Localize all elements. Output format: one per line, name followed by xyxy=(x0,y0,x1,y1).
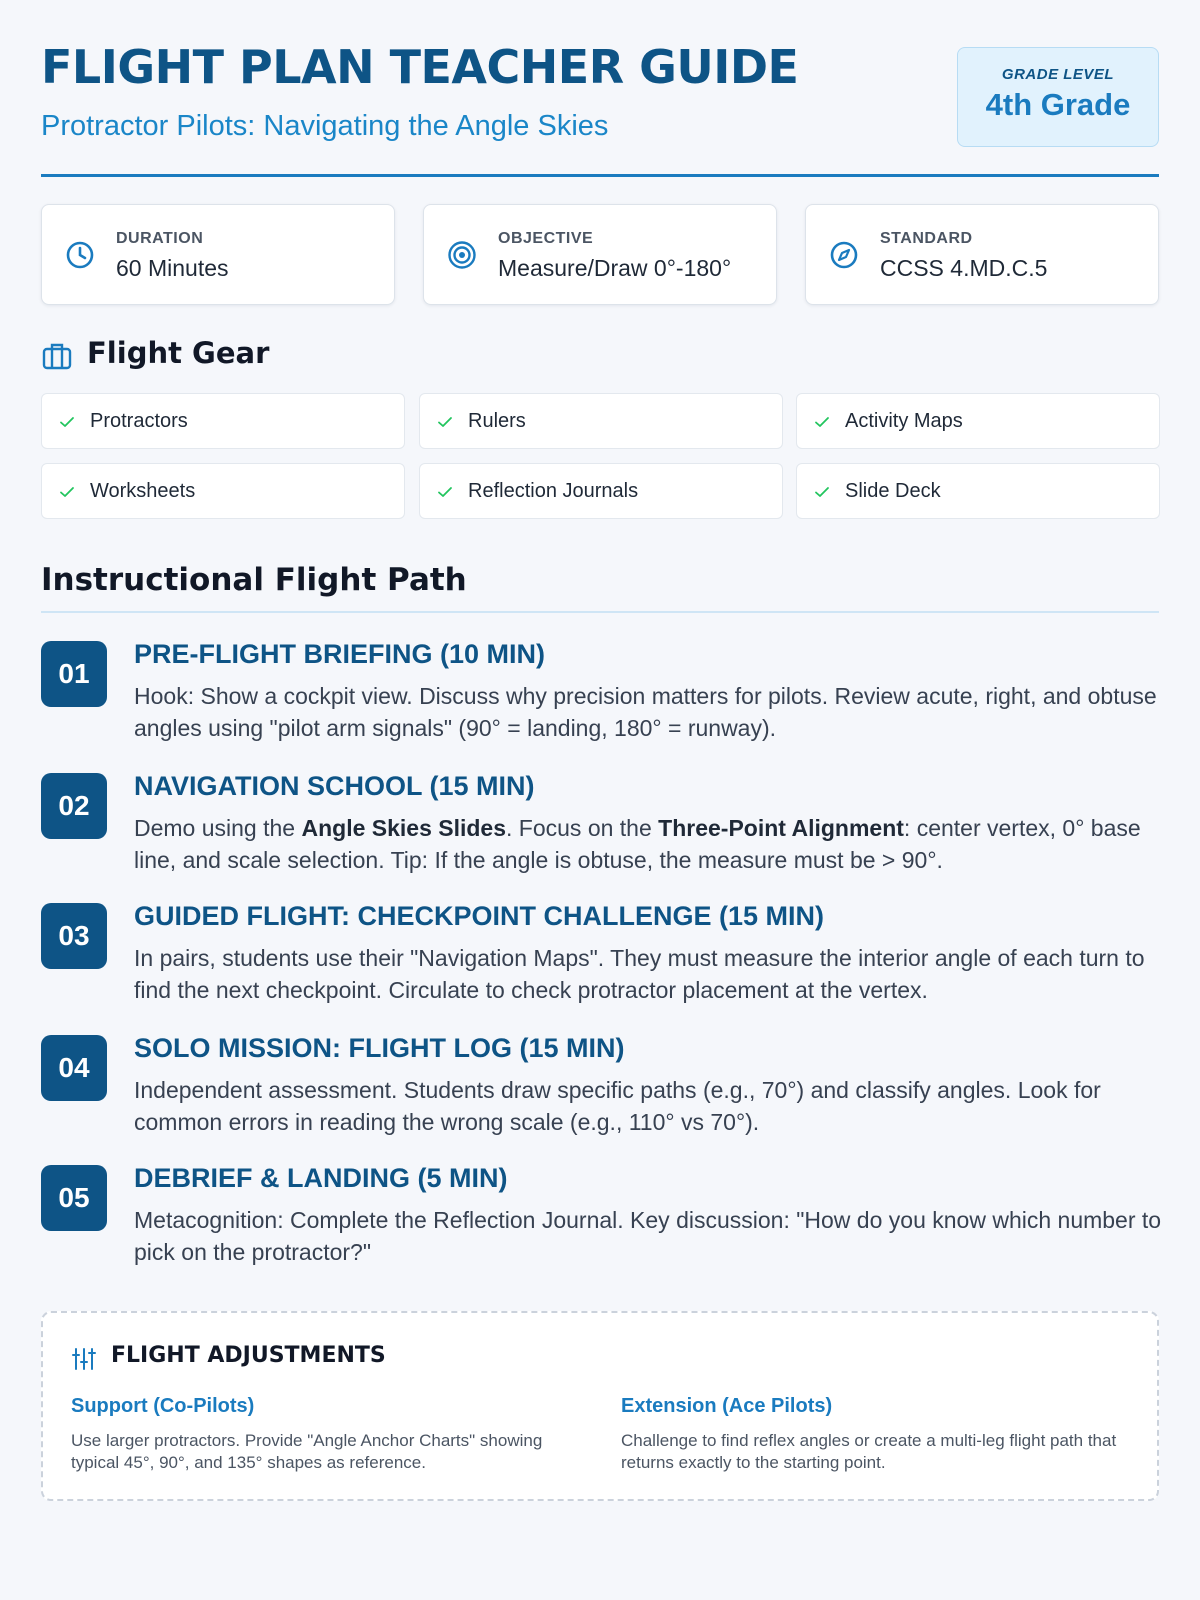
step-description xyxy=(134,812,1164,876)
checkmark-icon xyxy=(813,483,831,501)
gear-item xyxy=(41,463,405,519)
checkmark-icon xyxy=(58,413,76,431)
step-title: PRE-FLIGHT BRIEFING (10 MIN) xyxy=(134,639,545,669)
standard-value: CCSS 4.MD.C.5 xyxy=(880,255,1048,281)
grade-level-card xyxy=(957,47,1159,147)
objective-label: OBJECTIVE xyxy=(498,230,594,247)
flight-path-title: Instructional Flight Path xyxy=(41,562,467,598)
checkmark-icon xyxy=(436,483,454,501)
duration-label: DURATION xyxy=(116,230,204,247)
duration-card xyxy=(41,204,395,305)
step-title: SOLO MISSION: FLIGHT LOG (15 MIN) xyxy=(134,1033,625,1063)
lesson-info-row xyxy=(41,204,1159,305)
step-description: Metacognition: Complete the Reflection Journal. Key discussion: "How do you know which number to pick on the protractor?" xyxy=(134,1207,1162,1265)
step-title: NAVIGATION SCHOOL (15 MIN) xyxy=(134,771,535,801)
step-number-badge: 02 xyxy=(41,773,107,839)
objective-value: Measure/Draw 0°-180° xyxy=(498,255,732,281)
gear-item xyxy=(41,393,405,449)
page-title: FLIGHT PLAN TEACHER GUIDE xyxy=(41,40,799,94)
gear-item xyxy=(419,463,783,519)
gear-item-label: Rulers xyxy=(468,410,526,432)
step-description-text: . Focus on the xyxy=(506,815,659,841)
flight-gear-title: Flight Gear xyxy=(87,336,270,370)
extension-title: Extension (Ace Pilots) xyxy=(621,1395,833,1417)
step-number-badge: 01 xyxy=(41,641,107,707)
step-number-badge: 03 xyxy=(41,903,107,969)
flight-gear-list xyxy=(41,393,1159,519)
objective-card xyxy=(423,204,777,305)
support-text: Use larger protractors. Provide "Angle Anchor Charts" showing typical 45°, 90°, and 135° shapes as reference. xyxy=(71,1431,543,1472)
step-description: Independent assessment. Students draw specific paths (e.g., 70°) and classify angles. Look for common errors in reading the wrong scale (e.g., 110° vs 70°). xyxy=(134,1077,1101,1135)
gear-item xyxy=(796,463,1160,519)
step-description: In pairs, students use their "Navigation Maps". They must measure the interior angle of each turn to find the next checkpoint. Circulate to check protractor placement at the vertex. xyxy=(134,945,1145,1003)
checkmark-icon xyxy=(436,413,454,431)
clock-icon xyxy=(64,239,96,271)
extension-column xyxy=(621,1395,1131,1474)
gear-item-label: Worksheets xyxy=(90,480,196,502)
support-title: Support (Co-Pilots) xyxy=(71,1395,255,1417)
step-number-badge: 04 xyxy=(41,1035,107,1101)
step-description-text: : center vertex, 0° base line, and scale selection. Tip: If the angle is obtuse, the measure must be > 90°. xyxy=(134,815,1141,873)
step-title: GUIDED FLIGHT: CHECKPOINT CHALLENGE (15 MIN) xyxy=(134,901,825,931)
briefcase-icon xyxy=(41,340,73,372)
support-column xyxy=(71,1395,581,1474)
flight-adjustments-title: FLIGHT ADJUSTMENTS xyxy=(111,1343,386,1368)
compass-icon xyxy=(828,239,860,271)
step-description: Hook: Show a cockpit view. Discuss why precision matters for pilots. Review acute, right, and obtuse angles using "pilot arm signals" (90° = landing, 180° = runway). xyxy=(134,683,1157,741)
grade-level-value: 4th Grade xyxy=(985,87,1131,122)
standard-card xyxy=(805,204,1159,305)
flight-path-heading xyxy=(41,562,1159,613)
step-number-badge: 05 xyxy=(41,1165,107,1231)
gear-item-label: Protractors xyxy=(90,410,188,432)
page-header xyxy=(41,0,1159,177)
gear-item-label: Slide Deck xyxy=(845,480,941,502)
step-description-text: Demo using the xyxy=(134,815,302,841)
gear-item xyxy=(419,393,783,449)
step-title: DEBRIEF & LANDING (5 MIN) xyxy=(134,1163,508,1193)
duration-value: 60 Minutes xyxy=(116,255,229,281)
standard-label: STANDARD xyxy=(880,230,973,247)
gear-item-label: Reflection Journals xyxy=(468,480,639,502)
checkmark-icon xyxy=(58,483,76,501)
sliders-icon xyxy=(71,1346,97,1372)
step-description-emphasis: Three-Point Alignment xyxy=(658,815,904,841)
gear-item xyxy=(796,393,1160,449)
checkmark-icon xyxy=(813,413,831,431)
step-description-emphasis: Angle Skies Slides xyxy=(301,815,507,841)
flight-adjustments-box xyxy=(41,1311,1159,1501)
extension-text: Challenge to find reflex angles or create a multi-leg flight path that returns exactly to the starting point. xyxy=(621,1431,1117,1472)
target-icon xyxy=(446,239,478,271)
grade-level-label: GRADE LEVEL xyxy=(1001,66,1115,83)
page-subtitle: Protractor Pilots: Navigating the Angle Skies xyxy=(41,110,609,142)
gear-item-label: Activity Maps xyxy=(845,410,963,432)
